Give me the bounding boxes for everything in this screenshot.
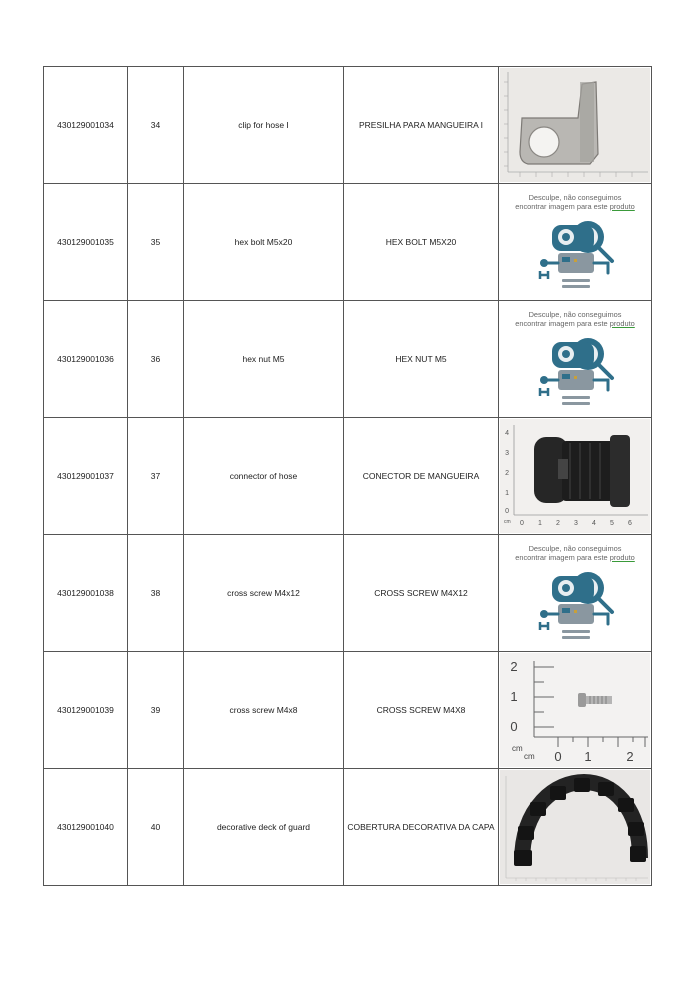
ruler-unit: cm — [504, 519, 511, 525]
image-placeholder — [500, 302, 650, 416]
part-code: 430129001040 — [44, 769, 128, 886]
ruler-h-label: 6 — [628, 520, 632, 527]
description-en: hex bolt M5x20 — [184, 184, 344, 301]
parts-table — [43, 66, 652, 886]
description-pt: CROSS SCREW M4X8 — [344, 652, 499, 769]
product-photo-clip — [500, 68, 650, 182]
part-code: 430129001037 — [44, 418, 128, 535]
item-number: 34 — [128, 67, 184, 184]
placeholder-message: Desculpe, não conseguimos encontrar imagem para este produto — [515, 193, 635, 211]
description-pt: PRESILHA PARA MANGUEIRA I — [344, 67, 499, 184]
part-code: 430129001034 — [44, 67, 128, 184]
part-code: 430129001036 — [44, 301, 128, 418]
description-pt: CONECTOR DE MANGUEIRA — [344, 418, 499, 535]
description-en: hex nut M5 — [184, 301, 344, 418]
table-row — [44, 184, 652, 301]
ruler-h-label: 4 — [592, 520, 596, 527]
table-row — [44, 418, 652, 535]
ruler-v-label: 0 — [510, 719, 518, 734]
description-pt: CROSS SCREW M4X12 — [344, 535, 499, 652]
ruler-h-label: 1 — [538, 520, 542, 527]
description-en: cross screw M4x8 — [184, 652, 344, 769]
ruler-v-label: 1 — [505, 490, 509, 497]
item-number: 36 — [128, 301, 184, 418]
table-row — [44, 535, 652, 652]
ruler-h-label: 2 — [556, 520, 560, 527]
ruler-v-label: 0 — [505, 508, 509, 515]
product-photo-guard-deck — [500, 770, 650, 884]
ruler-unit: cm — [524, 752, 535, 761]
description-en: clip for hose I — [184, 67, 344, 184]
ruler-h-label: 5 — [610, 520, 614, 527]
product-photo-connector — [500, 419, 650, 533]
ruler-h-label: 1 — [584, 749, 592, 764]
ruler-h-label: 0 — [520, 520, 524, 527]
ruler-h-label: 2 — [626, 749, 634, 764]
ruler-h-label: 0 — [554, 749, 562, 764]
ruler-v-label: 3 — [505, 450, 509, 457]
part-code: 430129001038 — [44, 535, 128, 652]
description-pt: COBERTURA DECORATIVA DA CAPA — [344, 769, 499, 886]
product-photo-screw — [500, 653, 650, 767]
description-en: decorative deck of guard — [184, 769, 344, 886]
item-number: 40 — [128, 769, 184, 886]
ruler-v-label: 2 — [510, 659, 518, 674]
image-placeholder — [500, 536, 650, 650]
description-pt: HEX BOLT M5X20 — [344, 184, 499, 301]
ruler-v-label: 1 — [510, 689, 518, 704]
item-number: 37 — [128, 418, 184, 535]
description-en: cross screw M4x12 — [184, 535, 344, 652]
placeholder-message: Desculpe, não conseguimos encontrar imagem para este produto — [515, 544, 635, 562]
table-row — [44, 769, 652, 886]
description-pt: HEX NUT M5 — [344, 301, 499, 418]
table-row — [44, 301, 652, 418]
ruler-v-label: 4 — [505, 430, 509, 437]
item-number: 35 — [128, 184, 184, 301]
table-row — [44, 67, 652, 184]
ruler-unit: cm — [512, 744, 523, 753]
part-code: 430129001039 — [44, 652, 128, 769]
ruler-h-label: 3 — [574, 520, 578, 527]
ruler-v-label: 2 — [505, 470, 509, 477]
table-row — [44, 652, 652, 769]
item-number: 38 — [128, 535, 184, 652]
item-number: 39 — [128, 652, 184, 769]
part-code: 430129001035 — [44, 184, 128, 301]
placeholder-message: Desculpe, não conseguimos encontrar imagem para este produto — [515, 310, 635, 328]
description-en: connector of hose — [184, 418, 344, 535]
image-placeholder — [500, 185, 650, 299]
